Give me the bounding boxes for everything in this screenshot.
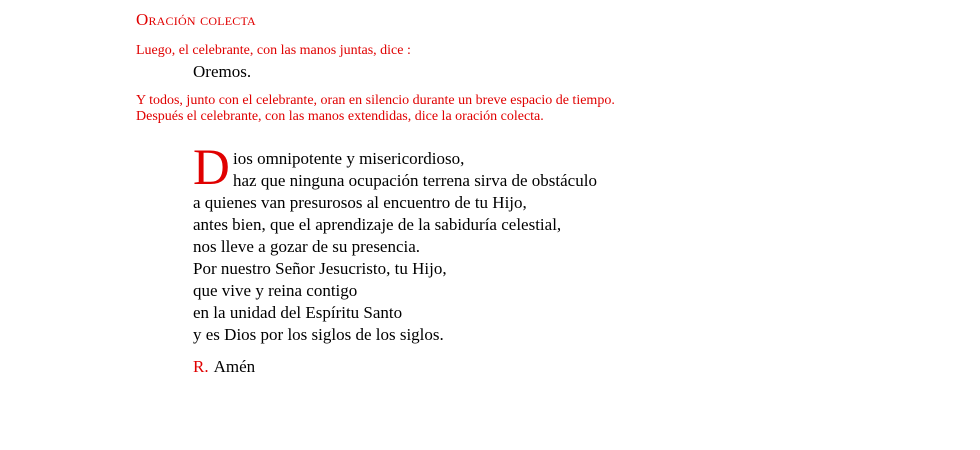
prayer-line: y es Dios por los siglos de los siglos.: [193, 325, 444, 344]
rubric-before-invitation: [136, 43, 411, 59]
response-text: Amén: [213, 357, 256, 376]
drop-cap-initial: D: [193, 140, 230, 196]
prayer-line: que vive y reina contigo: [193, 281, 358, 300]
prayer-line: haz que ninguna ocupación terrena sirva de obstáculo: [233, 171, 597, 190]
rubric-silence: Y todos, junto con el celebrante, oran en silencio durante un breve espacio de tiempo.: [136, 93, 615, 108]
response-line: [193, 357, 255, 377]
prayer-line: en la unidad del Espíritu Santo: [193, 303, 403, 322]
invitation-text: Oremos.: [193, 62, 252, 81]
prayer-line: Por nuestro Señor Jesucristo, tu Hijo,: [193, 259, 447, 278]
rubric-before-invitation-text: Luego, el celebrante, con las manos juntas, dice :: [136, 43, 411, 58]
response-label: R.: [193, 357, 209, 376]
section-title: Oración colecta: [136, 10, 256, 29]
rubric-silence-and-collect: [136, 93, 615, 125]
prayer-line: antes bien, que el aprendizaje de la sabiduría celestial,: [193, 215, 562, 234]
rubric-collect-intro: Después el celebrante, con las manos extendidas, dice la oración colecta.: [136, 109, 544, 124]
collect-prayer: [193, 140, 713, 346]
prayer-line: a quienes van presurosos al encuentro de tu Hijo,: [193, 193, 527, 212]
prayer-line: nos lleve a gozar de su presencia.: [193, 237, 421, 256]
prayer-line: ios omnipotente y misericordioso,: [233, 149, 465, 168]
